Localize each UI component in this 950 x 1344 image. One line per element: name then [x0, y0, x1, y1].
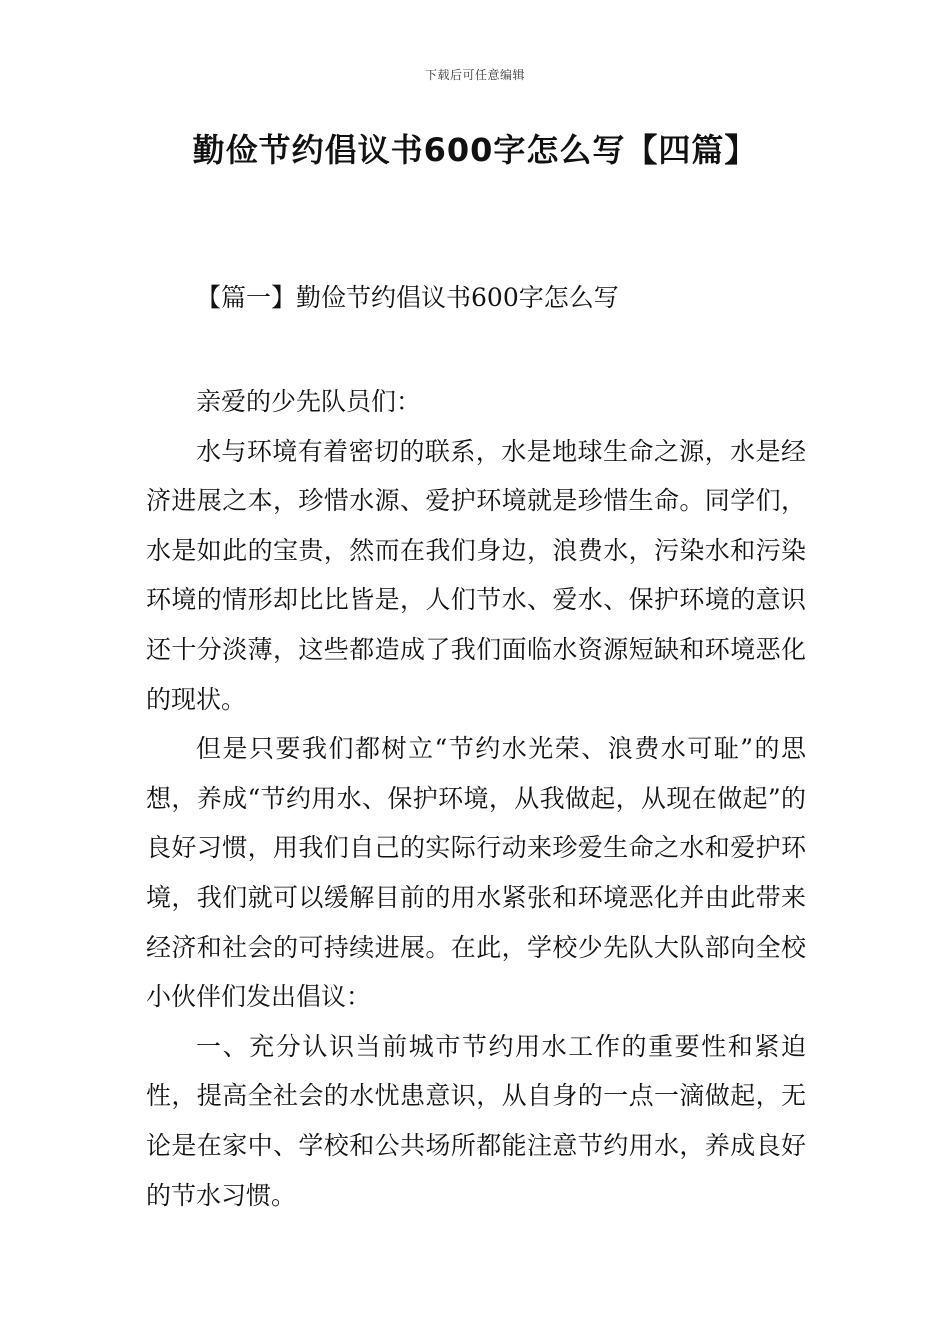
document-title: 勤俭节约倡议书600字怎么写【四篇】 — [192, 131, 758, 169]
header-note: 下载后可任意编辑 — [424, 68, 525, 82]
body-paragraph: 但是只要我们都树立“节约水光荣、浪费水可耻”的思想，养成“节约用水、保护环境，从我做起，从现在做起”的良好习惯，用我们自己的实际行动来珍爱生命之水和爱护环境，我们就可以缓解目前的用水紧张和环境恶化并由此带来经济和社会的可持续进展。在此，学校少先队大队部向全校小伙伴们发出倡议： — [146, 734, 806, 1012]
body-paragraph: 一、充分认识当前城市节约用水工作的重要性和紧迫性，提高全社会的水忧患意识，从自身的一点一滴做起，无论是在家中、学校和公共场所都能注意节约用水，养成良好的节水习惯。 — [146, 1031, 806, 1210]
body-paragraph: 水与环境有着密切的联系，水是地球生命之源，水是经济进展之本，珍惜水源、爱护环境就是珍惜生命。同学们，水是如此的宝贵，然而在我们身边，浪费水，污染水和污染环境的情形却比比皆是，人们节水、爱水、保护环境的意识还十分淡薄，这些都造成了我们面临水资源短缺和环境恶化的现状。 — [146, 436, 806, 714]
document-body — [146, 377, 806, 1220]
section-heading: 【篇一】勤俭节约倡议书600字怎么写 — [196, 283, 619, 312]
salutation-paragraph: 亲爱的少先队员们： — [196, 387, 422, 416]
